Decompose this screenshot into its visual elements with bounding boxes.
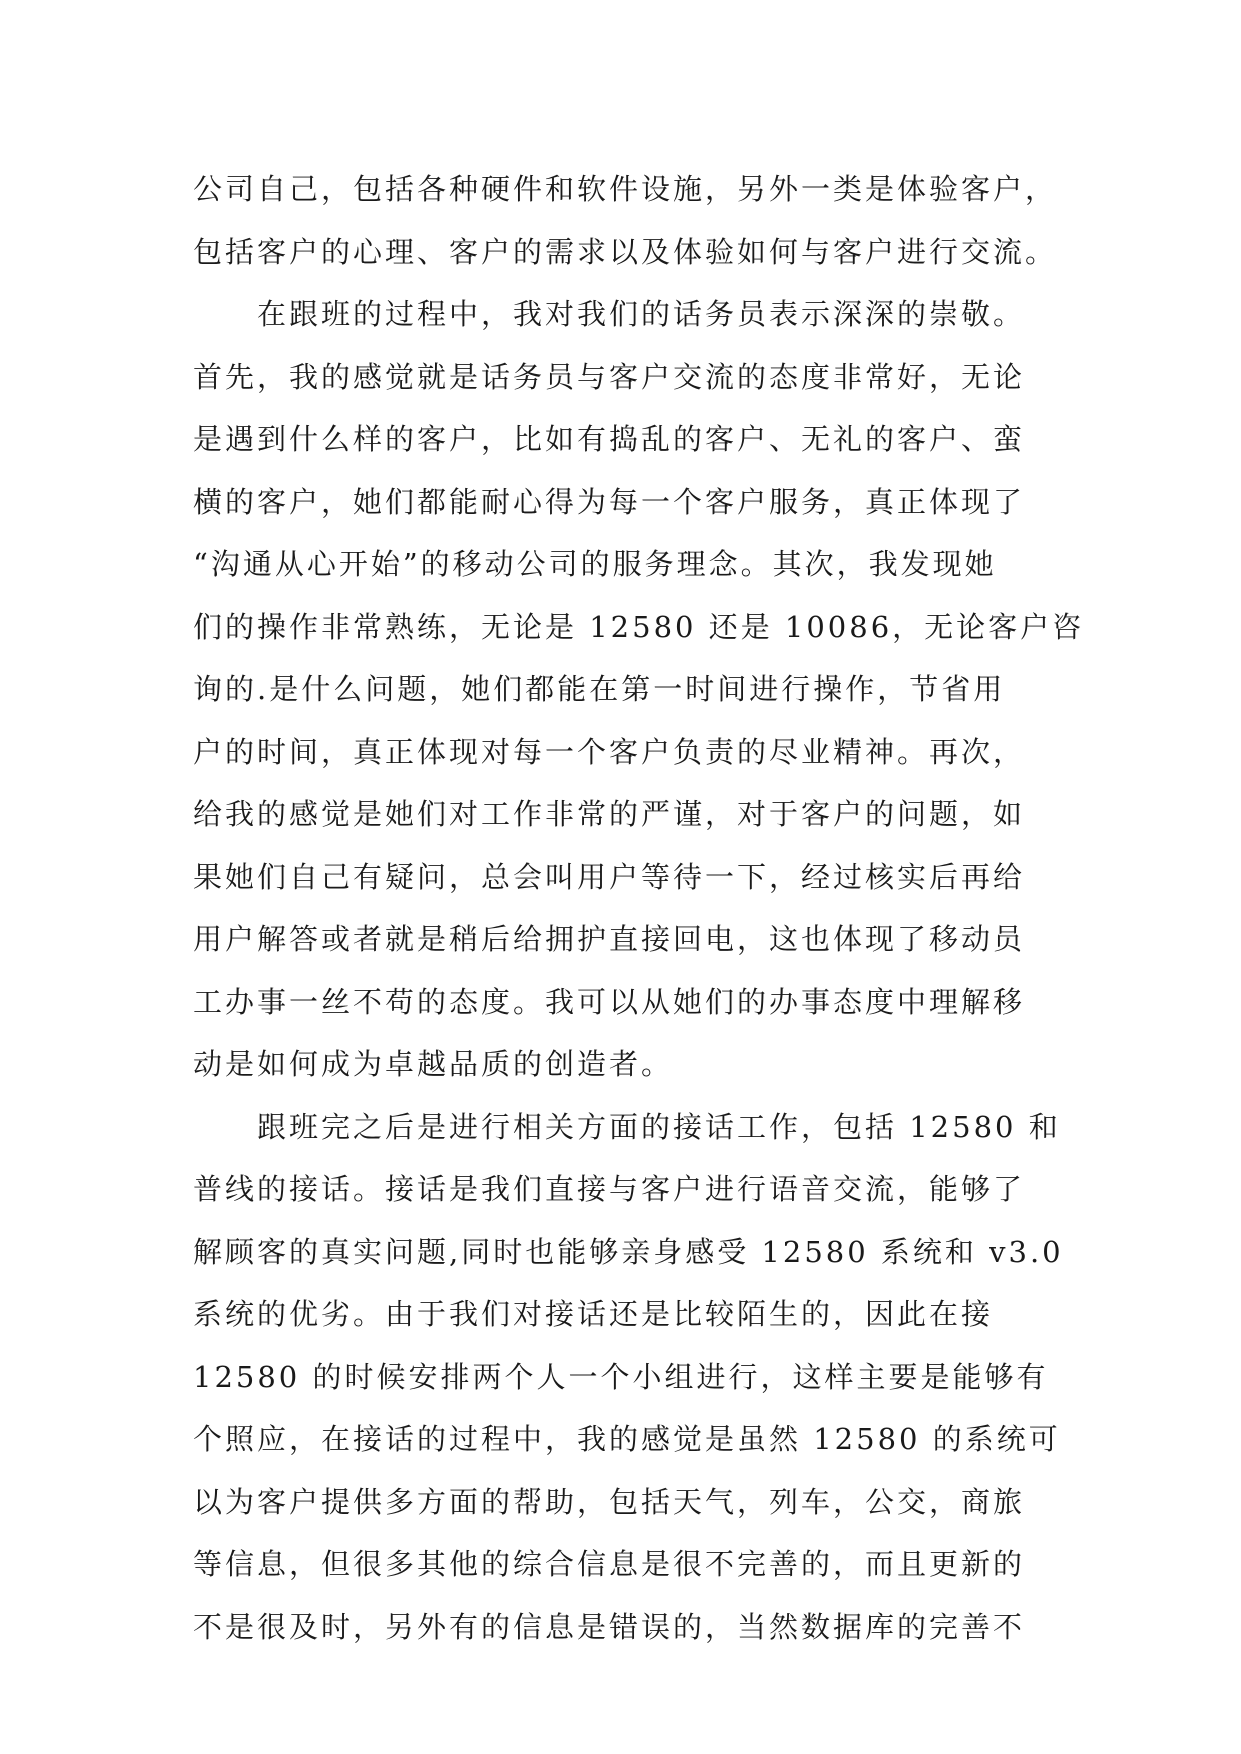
text-line: 首先，我的感觉就是话务员与客户交流的态度非常好，无论: [193, 359, 1026, 394]
text-line: 个照应，在接话的过程中，我的感觉是虽然 12580 的系统可: [193, 1422, 1061, 1456]
text-line: 户的时间，真正体现对每一个客户负责的尽业精神。再次，: [193, 734, 1026, 769]
text-line: 们的操作非常熟练，无论是 12580 还是 10086，无论客户咨: [193, 609, 1085, 644]
text-line: 系统的优劣。由于我们对接话还是比较陌生的，因此在接: [193, 1297, 994, 1331]
text-line: 公司自己，包括各种硬件和软件设施，另外一类是体验客户，: [193, 172, 1058, 206]
text-line: “沟通从心开始”的移动公司的服务理念。其次，我发现她: [193, 547, 997, 581]
text-line: 询的.是什么问题，她们都能在第一时间进行操作，节省用: [193, 672, 1006, 706]
text-line: 动是如何成为卓越品质的创造者。: [193, 1047, 674, 1081]
text-line: 普线的接话。接话是我们直接与客户进行语音交流，能够了: [193, 1172, 1026, 1206]
text-line: 给我的感觉是她们对工作非常的严谨，对于客户的问题，如: [193, 797, 1026, 831]
text-line: 果她们自己有疑问，总会叫用户等待一下，经过核实后再给: [193, 859, 1026, 894]
text-line: 横的客户，她们都能耐心得为每一个客户服务，真正体现了: [193, 484, 1026, 519]
text-line: 跟班完之后是进行相关方面的接话工作，包括 12580 和: [193, 1109, 1061, 1144]
text-line: 12580 的时候安排两个人一个小组进行，这样主要是能够有: [193, 1359, 1049, 1394]
text-line: 是遇到什么样的客户，比如有捣乱的客户、无礼的客户、蛮: [193, 422, 1026, 456]
text-line: 以为客户提供多方面的帮助，包括天气，列车，公交，商旅: [193, 1484, 1026, 1519]
text-line: 用户解答或者就是稍后给拥护直接回电，这也体现了移动员: [193, 922, 1026, 956]
text-line: 包括客户的心理、客户的需求以及体验如何与客户进行交流。: [193, 234, 1058, 269]
text-line: 工办事一丝不苟的态度。我可以从她们的办事态度中理解移: [193, 984, 1026, 1019]
text-line: 在跟班的过程中，我对我们的话务员表示深深的崇敬。: [193, 297, 1026, 331]
text-line: 解顾客的真实问题,同时也能够亲身感受 12580 系统和 v3.0: [193, 1234, 1064, 1269]
text-line: 等信息，但很多其他的综合信息是很不完善的，而且更新的: [193, 1547, 1026, 1581]
body-text: [193, 158, 1093, 1658]
text-line: 不是很及时，另外有的信息是错误的，当然数据库的完善不: [193, 1609, 1026, 1644]
